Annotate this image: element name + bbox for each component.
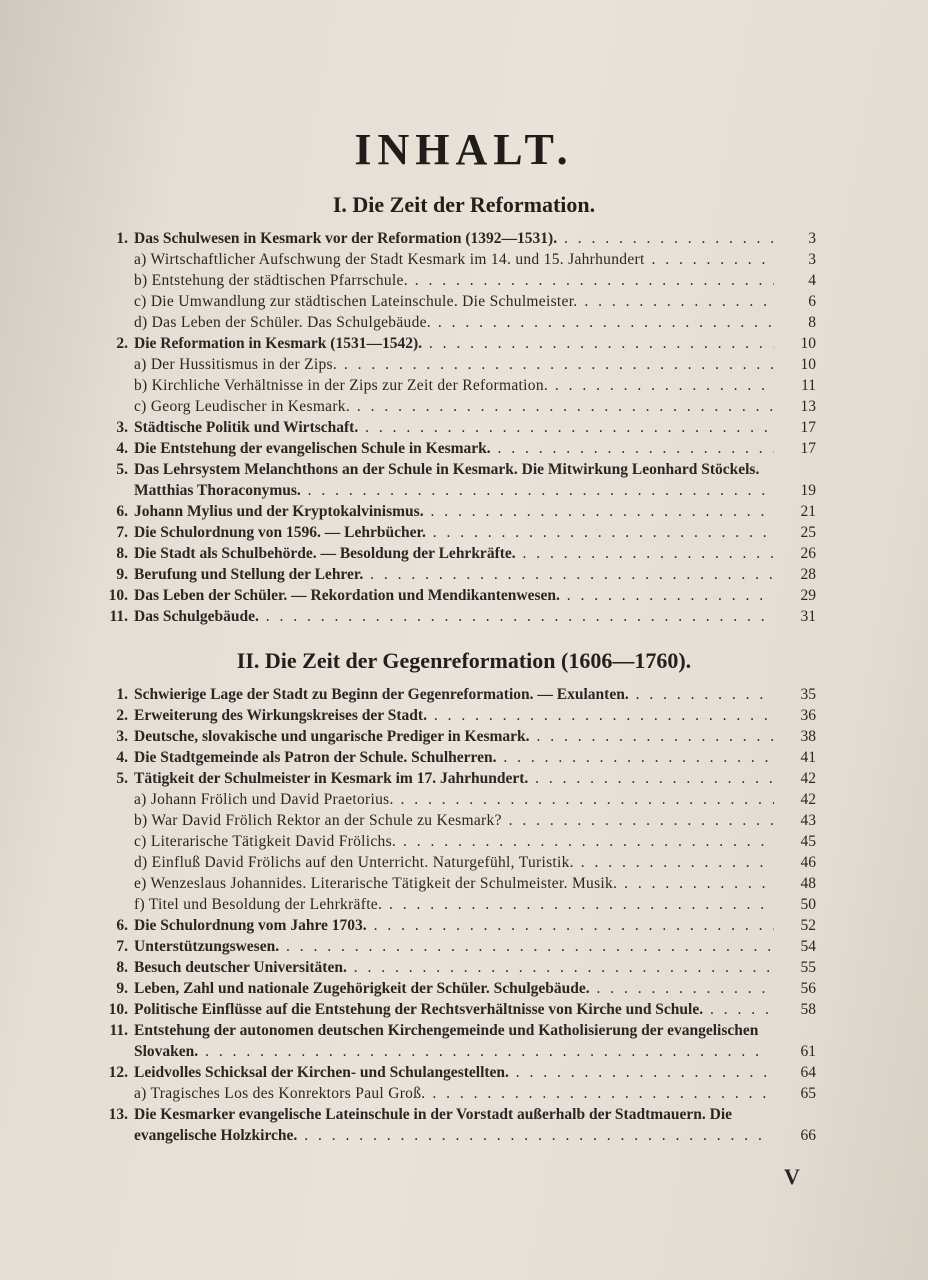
toc-entry-title: Unterstützungswesen. . . . [134, 936, 774, 957]
toc-entry-title: a) Der Hussitismus in der Zips. . . . [134, 354, 774, 375]
toc-entry-title: f) Titel und Besoldung der Lehrkräfte. . . . [134, 894, 774, 915]
toc-entry-title: Tätigkeit der Schulmeister in Kesmark im 17. Jahrhundert. . . . [134, 768, 774, 789]
toc-page-number: 65 [800, 1085, 816, 1102]
toc-entry [104, 606, 816, 627]
toc-entry [104, 705, 816, 726]
toc-entry [104, 438, 816, 459]
toc-entry-number: 4. [116, 749, 128, 766]
toc-page-number: 28 [800, 566, 816, 583]
toc-page-number: 31 [800, 608, 816, 625]
toc-entry-title: Erweiterung des Wirkungskreises der Stadt. . . . [134, 705, 774, 726]
toc-entry [104, 768, 816, 789]
toc-entry [104, 915, 816, 936]
toc-entry [104, 978, 816, 999]
toc-entry-number: 7. [116, 938, 128, 955]
toc-entry-number: 11. [109, 1022, 128, 1039]
toc-entry-title: Die Stadtgemeinde als Patron der Schule. Schulherren. . . . [134, 747, 774, 768]
toc-entry-number: 3. [116, 419, 128, 436]
toc-page-number: 3 [808, 251, 816, 268]
toc-entry-title: Johann Mylius und der Kryptokalvinismus. . . . [134, 501, 774, 522]
section-heading-2: II. Die Zeit der Gegenreformation (1606—1760). [236, 648, 692, 673]
toc-entry [104, 957, 816, 978]
toc-page-number: 25 [800, 524, 816, 541]
toc-page-number: 41 [800, 749, 816, 766]
toc-entry [104, 543, 816, 564]
toc-entry-number: 1. [116, 230, 128, 247]
section-heading-1: I. Die Zeit der Reformation. [332, 192, 596, 217]
toc-subentry [104, 873, 816, 894]
toc-page-number: 6 [808, 293, 816, 310]
toc-entry-number: 9. [116, 980, 128, 997]
toc-entry-title: Das Schulgebäude. . . . [134, 606, 774, 627]
toc-entry [104, 936, 816, 957]
toc-page-number: 19 [800, 482, 816, 499]
toc-page-number: 42 [800, 791, 816, 808]
toc-page-number: 43 [800, 812, 816, 829]
toc-entry-title: Leben, Zahl und nationale Zugehörigkeit der Schüler. Schulgebäude. . . . [134, 978, 774, 999]
toc-entry-number: 11. [109, 608, 128, 625]
toc-page-number: 10 [800, 356, 816, 373]
toc-subentry [104, 810, 816, 831]
toc-entry [104, 501, 816, 522]
toc-page-number: 29 [800, 587, 816, 604]
toc-page-number: 45 [800, 833, 816, 850]
toc-entry-title: b) Kirchliche Verhältnisse in der Zips zur Zeit der Reformation. . . . [134, 375, 774, 396]
toc-page-number: 13 [800, 398, 816, 415]
toc-entry-title: Städtische Politik und Wirtschaft. . . . [134, 417, 774, 438]
toc-entry-number: 8. [116, 959, 128, 976]
toc-entry-title: c) Die Umwandlung zur städtischen Lateinschule. Die Schulmeister. . . . [134, 291, 774, 312]
toc-entry [104, 1020, 816, 1062]
toc-page-number: 50 [800, 896, 816, 913]
toc-subentry [104, 291, 816, 312]
toc-page-number: 35 [800, 686, 816, 703]
toc-entry [104, 585, 816, 606]
toc-entry-title: Deutsche, slovakische und ungarische Prediger in Kesmark. . . . [134, 726, 774, 747]
toc-entry-number: 1. [116, 686, 128, 703]
toc-entry-title: Besuch deutscher Universitäten. . . . [134, 957, 774, 978]
toc-entry-number: 8. [116, 545, 128, 562]
toc-entry-title: c) Literarische Tätigkeit David Frölichs. . . . [134, 831, 774, 852]
toc-entry-number: 4. [116, 440, 128, 457]
toc-subentry [104, 852, 816, 873]
toc-page-number: 11 [801, 377, 816, 394]
toc-entry [104, 333, 816, 354]
toc-entry-title: Die Reformation in Kesmark (1531—1542). . . . [134, 333, 774, 354]
toc-entry-number: 10. [108, 587, 128, 604]
toc-subentry [104, 1083, 816, 1104]
toc-entry-title: Die Schulordnung vom Jahre 1703. . . . [134, 915, 774, 936]
toc-entry-title: Die Stadt als Schulbehörde. — Besoldung der Lehrkräfte. . . . [134, 543, 774, 564]
toc-page-number: 58 [800, 1001, 816, 1018]
toc-subentry [104, 894, 816, 915]
toc-entry-title: a) Tragisches Los des Konrektors Paul Groß. . . . [134, 1083, 774, 1104]
toc-entry-number: 12. [108, 1064, 128, 1081]
toc-entry-title: Das Schulwesen in Kesmark vor der Reformation (1392—1531). . . . [134, 228, 774, 249]
toc-entry [104, 747, 816, 768]
toc-entry-number: 10. [108, 1001, 128, 1018]
toc-entry-title: b) War David Frölich Rektor an der Schule zu Kesmark? . . . [134, 810, 774, 831]
toc-subentry [104, 312, 816, 333]
toc-page-number: 66 [800, 1127, 816, 1144]
toc-entry [104, 684, 816, 705]
toc-entry [104, 1062, 816, 1083]
toc-page-number: 48 [800, 875, 816, 892]
toc-section-2 [104, 684, 816, 1146]
toc-entry-number: 2. [116, 335, 128, 352]
toc-entry-title: d) Das Leben der Schüler. Das Schulgebäude. . . . [134, 312, 774, 333]
toc-entry-title: Schwierige Lage der Stadt zu Beginn der Gegenreformation. — Exulanten. . . . [134, 684, 774, 705]
toc-entry-title: Leidvolles Schicksal der Kirchen- und Schulangestellten. . . . [134, 1062, 774, 1083]
toc-subentry [104, 249, 816, 270]
toc-entry-number: 6. [116, 503, 128, 520]
toc-entry-title: b) Entstehung der städtischen Pfarrschule. . . . [134, 270, 774, 291]
toc-page-number: 17 [800, 419, 816, 436]
toc-entry-number: 2. [116, 707, 128, 724]
toc-entry-title: e) Wenzeslaus Johannides. Literarische Tätigkeit der Schulmeister. Musik. . . . [134, 873, 774, 894]
toc-subentry [104, 354, 816, 375]
toc-page-number: 21 [800, 503, 816, 520]
toc-entry [104, 417, 816, 438]
toc-entry-title: Das Lehrsystem Melanchthons an der Schule in Kesmark. Die Mitwirkung Leonhard Stöckels. Matthias Thoraconymus. . . . [134, 459, 774, 501]
toc-subentry [104, 270, 816, 291]
toc-entry [104, 459, 816, 501]
toc-entry-title: Die Entstehung der evangelischen Schule in Kesmark. . . . [134, 438, 774, 459]
toc-entry [104, 522, 816, 543]
toc-page-number: 52 [800, 917, 816, 934]
toc-entry [104, 228, 816, 249]
toc-entry-number: 3. [116, 728, 128, 745]
toc-subentry [104, 375, 816, 396]
toc-section-1 [104, 228, 816, 627]
toc-entry-title: a) Johann Frölich und David Praetorius. . . . [134, 789, 774, 810]
toc-page-number: 64 [800, 1064, 816, 1081]
toc-page-number: 46 [800, 854, 816, 871]
toc-page-number: 61 [800, 1043, 816, 1060]
toc-page-number: 36 [800, 707, 816, 724]
toc-entry-number: 13. [108, 1106, 128, 1123]
toc-entry-number: 9. [116, 566, 128, 583]
toc-entry-number: 7. [116, 524, 128, 541]
toc-subentry [104, 831, 816, 852]
toc-entry [104, 564, 816, 585]
toc-subentry [104, 396, 816, 417]
page-folio: V [784, 1164, 800, 1189]
toc-page-number: 55 [800, 959, 816, 976]
toc-page-number: 54 [800, 938, 816, 955]
toc-entry-number: 5. [116, 770, 128, 787]
toc-subentry [104, 789, 816, 810]
toc-page-number: 38 [800, 728, 816, 745]
toc-entry-number: 5. [116, 461, 128, 478]
toc-entry-title: Berufung und Stellung der Lehrer. . . . [134, 564, 774, 585]
toc-page-number: 4 [808, 272, 816, 289]
toc-entry-title: Die Schulordnung von 1596. — Lehrbücher. . . . [134, 522, 774, 543]
toc-entry-title: Entstehung der autonomen deutschen Kirchengemeinde und Katholisierung der evangelischen Slovaken. . . . [134, 1020, 774, 1062]
toc-entry [104, 1104, 816, 1146]
toc-page-number: 3 [808, 230, 816, 247]
toc-page-number: 42 [800, 770, 816, 787]
toc-page-number: 10 [800, 335, 816, 352]
toc-entry-title: c) Georg Leudischer in Kesmark. . . . [134, 396, 774, 417]
toc-entry-title: d) Einfluß David Frölichs auf den Unterricht. Naturgefühl, Turistik. . . . [134, 852, 774, 873]
toc-entry [104, 726, 816, 747]
page-title: INHALT. [354, 125, 574, 174]
toc-entry-title: Das Leben der Schüler. — Rekordation und Mendikantenwesen. . . . [134, 585, 774, 606]
toc-entry [104, 999, 816, 1020]
toc-page-number: 56 [800, 980, 816, 997]
toc-page-number: 8 [808, 314, 816, 331]
toc-entry-title: a) Wirtschaftlicher Aufschwung der Stadt Kesmark im 14. und 15. Jahrhundert . . . [134, 249, 774, 270]
toc-entry-title: Die Kesmarker evangelische Lateinschule in der Vorstadt außerhalb der Stadtmauern. Die evangelische Holzkirche. . . . [134, 1104, 774, 1146]
toc-page-number: 26 [800, 545, 816, 562]
toc-page-number: 17 [800, 440, 816, 457]
toc-entry-number: 6. [116, 917, 128, 934]
toc-entry-title: Politische Einflüsse auf die Entstehung der Rechtsverhältnisse von Kirche und Schule. . . . [134, 999, 774, 1020]
